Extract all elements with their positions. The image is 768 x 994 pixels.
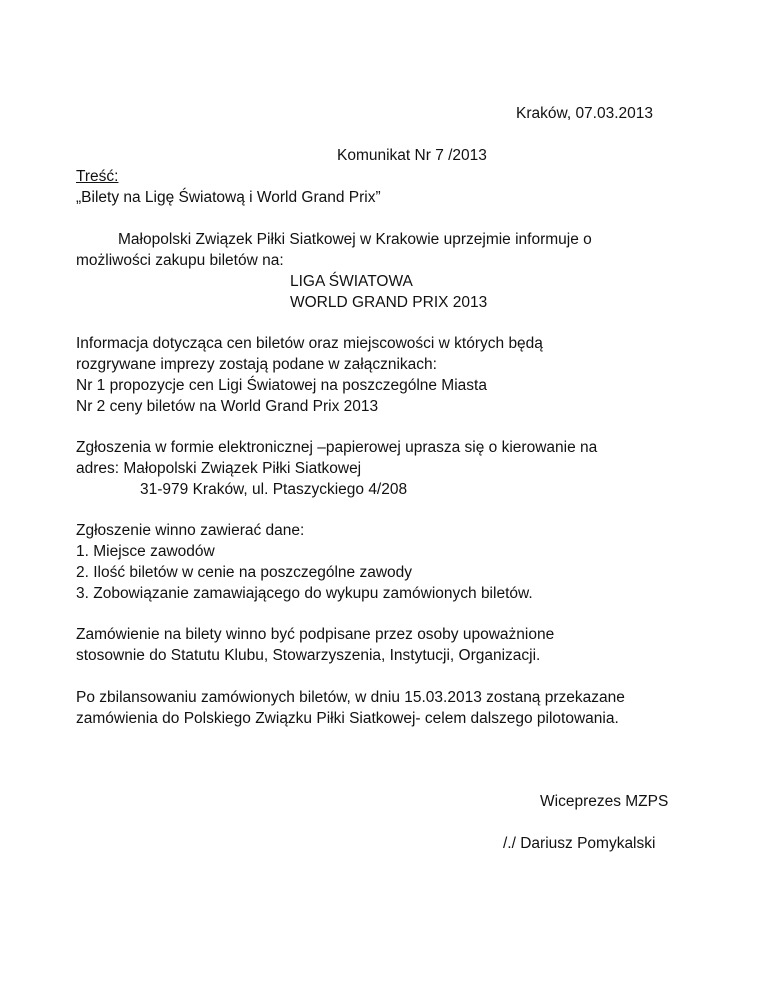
signatory-name: /./ Dariusz Pomykalski — [503, 835, 656, 852]
closing-line-2: zamówienia do Polskiego Związku Piłki Siatkowej- celem dalszego pilotowania. — [76, 710, 619, 727]
subject-text: „Bilety na Ligę Światową i World Grand Prix” — [76, 189, 381, 206]
signing-line-2: stosownie do Statutu Klubu, Stowarzyszenia, Instytucji, Organizacji. — [76, 647, 541, 664]
list-item: 2. Ilość biletów w cenie na poszczególne zawody — [76, 564, 413, 581]
intro-line-2: możliwości zakupu biletów na: — [76, 252, 284, 269]
intro-line-1: Małopolski Związek Piłki Siatkowej w Krakowie uprzejmie informuje o — [118, 231, 592, 248]
signing-line-1: Zamówienie na bilety winno być podpisane przez osoby upoważnione — [76, 626, 555, 643]
submission-line-2: adres: Małopolski Związek Piłki Siatkowej — [76, 460, 362, 477]
requirements-heading: Zgłoszenie winno zawierać dane: — [76, 522, 305, 539]
info-line-1: Informacja dotycząca cen biletów oraz miejscowości w których będą — [76, 335, 543, 352]
submission-line-1: Zgłoszenia w formie elektronicznej –papierowej uprasza się o kierowanie na — [76, 439, 598, 456]
attachment-2: Nr 2 ceny biletów na World Grand Prix 2013 — [76, 398, 379, 415]
info-line-2: rozgrywane imprezy zostają podane w załącznikach: — [76, 356, 437, 373]
closing-line-1: Po zbilansowaniu zamówionych biletów, w dniu 15.03.2013 zostaną przekazane — [76, 689, 625, 706]
submission-address: 31-979 Kraków, ul. Ptaszyckiego 4/208 — [140, 481, 408, 498]
subject-label: Treść: — [76, 168, 119, 185]
list-item: 1. Miejsce zawodów — [76, 543, 215, 560]
event-liga-swiatowa: LIGA ŚWIATOWA — [290, 273, 413, 290]
place-date: Kraków, 07.03.2013 — [516, 105, 654, 122]
communique-title: Komunikat Nr 7 /2013 — [337, 147, 487, 164]
signatory-role: Wiceprezes MZPS — [540, 793, 669, 810]
event-world-grand-prix: WORLD GRAND PRIX 2013 — [290, 294, 488, 311]
list-item: 3. Zobowiązanie zamawiającego do wykupu zamówionych biletów. — [76, 585, 533, 602]
attachment-1: Nr 1 propozycje cen Ligi Światowej na poszczególne Miasta — [76, 377, 487, 394]
